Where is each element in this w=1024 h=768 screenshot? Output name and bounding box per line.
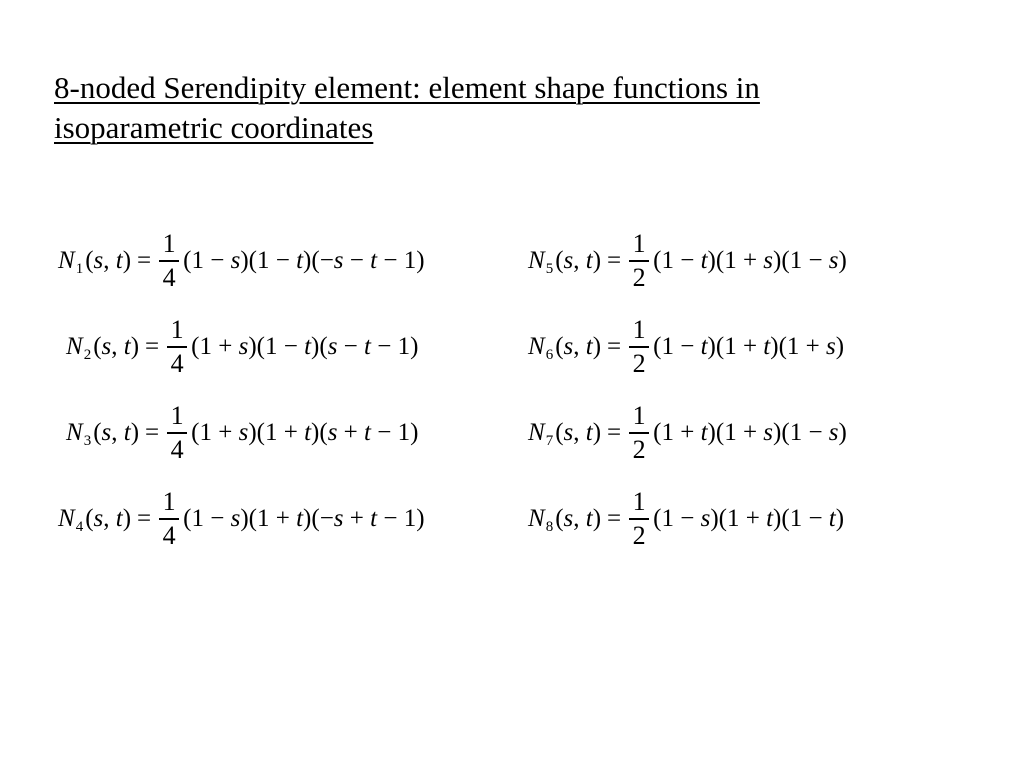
function-arguments: (s, t) [85,505,132,532]
fraction-numerator: 1 [632,487,646,517]
equals-sign: = [607,333,622,360]
function-arguments: (s, t) [555,333,602,360]
shape-function-expression: (1 − s)(1 − t)(−s − t − 1) [183,247,425,274]
function-arguments: (s, t) [93,419,140,446]
fraction-numerator: 1 [170,315,184,345]
fraction [629,314,649,380]
fraction-numerator: 1 [632,229,646,259]
equals-sign: = [607,419,622,446]
fraction-denominator: 2 [632,348,646,378]
function-arguments: (s, t) [555,505,602,532]
function-name: N [528,419,545,446]
function-subscript: 2 [83,346,92,363]
equation-n6 [528,312,844,382]
equals-sign: = [145,419,160,446]
fraction-numerator: 1 [162,487,176,517]
fraction [167,314,187,380]
fraction-denominator: 4 [170,434,184,464]
shape-function-expression: (1 + t)(1 + s)(1 − s) [653,419,847,446]
shape-function-expression: (1 + s)(1 + t)(s + t − 1) [191,419,419,446]
fraction-numerator: 1 [632,401,646,431]
function-name: N [58,505,75,532]
equals-sign: = [137,505,152,532]
shape-function-expression: (1 + s)(1 − t)(s − t − 1) [191,333,419,360]
shape-function-expression: (1 − s)(1 + t)(−s + t − 1) [183,505,425,532]
function-name: N [66,333,83,360]
fraction [629,228,649,294]
equals-sign: = [137,247,152,274]
function-arguments: (s, t) [93,333,140,360]
fraction-numerator: 1 [170,401,184,431]
function-subscript: 7 [545,432,554,449]
fraction-denominator: 4 [162,520,176,550]
fraction-denominator: 4 [170,348,184,378]
shape-function-expression: (1 − s)(1 + t)(1 − t) [653,505,845,532]
shape-function-expression: (1 − t)(1 + s)(1 − s) [653,247,847,274]
function-name: N [528,247,545,274]
fraction-denominator: 2 [632,262,646,292]
function-subscript: 1 [75,260,84,277]
function-subscript: 4 [75,518,84,535]
fraction [629,400,649,466]
function-name: N [66,419,83,446]
function-subscript: 5 [545,260,554,277]
fraction [629,486,649,552]
function-subscript: 6 [545,346,554,363]
equation-n1 [58,226,425,296]
equation-n4 [58,484,425,554]
equation-n3 [66,398,418,468]
slide-title: 8-noded Serendipity element: element shape functions in isoparametric coordinates [54,70,760,145]
equals-sign: = [145,333,160,360]
fraction [159,486,179,552]
equation-n2 [66,312,418,382]
fraction [167,400,187,466]
equation-n7 [528,398,847,468]
fraction-numerator: 1 [162,229,176,259]
function-arguments: (s, t) [555,247,602,274]
fraction-denominator: 2 [632,520,646,550]
function-subscript: 8 [545,518,554,535]
fraction-denominator: 2 [632,434,646,464]
equation-n5 [528,226,847,296]
fraction-denominator: 4 [162,262,176,292]
function-subscript: 3 [83,432,92,449]
equation-n8 [528,484,844,554]
fraction [159,228,179,294]
equals-sign: = [607,505,622,532]
function-arguments: (s, t) [555,419,602,446]
fraction-numerator: 1 [632,315,646,345]
shape-function-expression: (1 − t)(1 + t)(1 + s) [653,333,845,360]
function-name: N [528,505,545,532]
function-arguments: (s, t) [85,247,132,274]
function-name: N [58,247,75,274]
function-name: N [528,333,545,360]
equals-sign: = [607,247,622,274]
